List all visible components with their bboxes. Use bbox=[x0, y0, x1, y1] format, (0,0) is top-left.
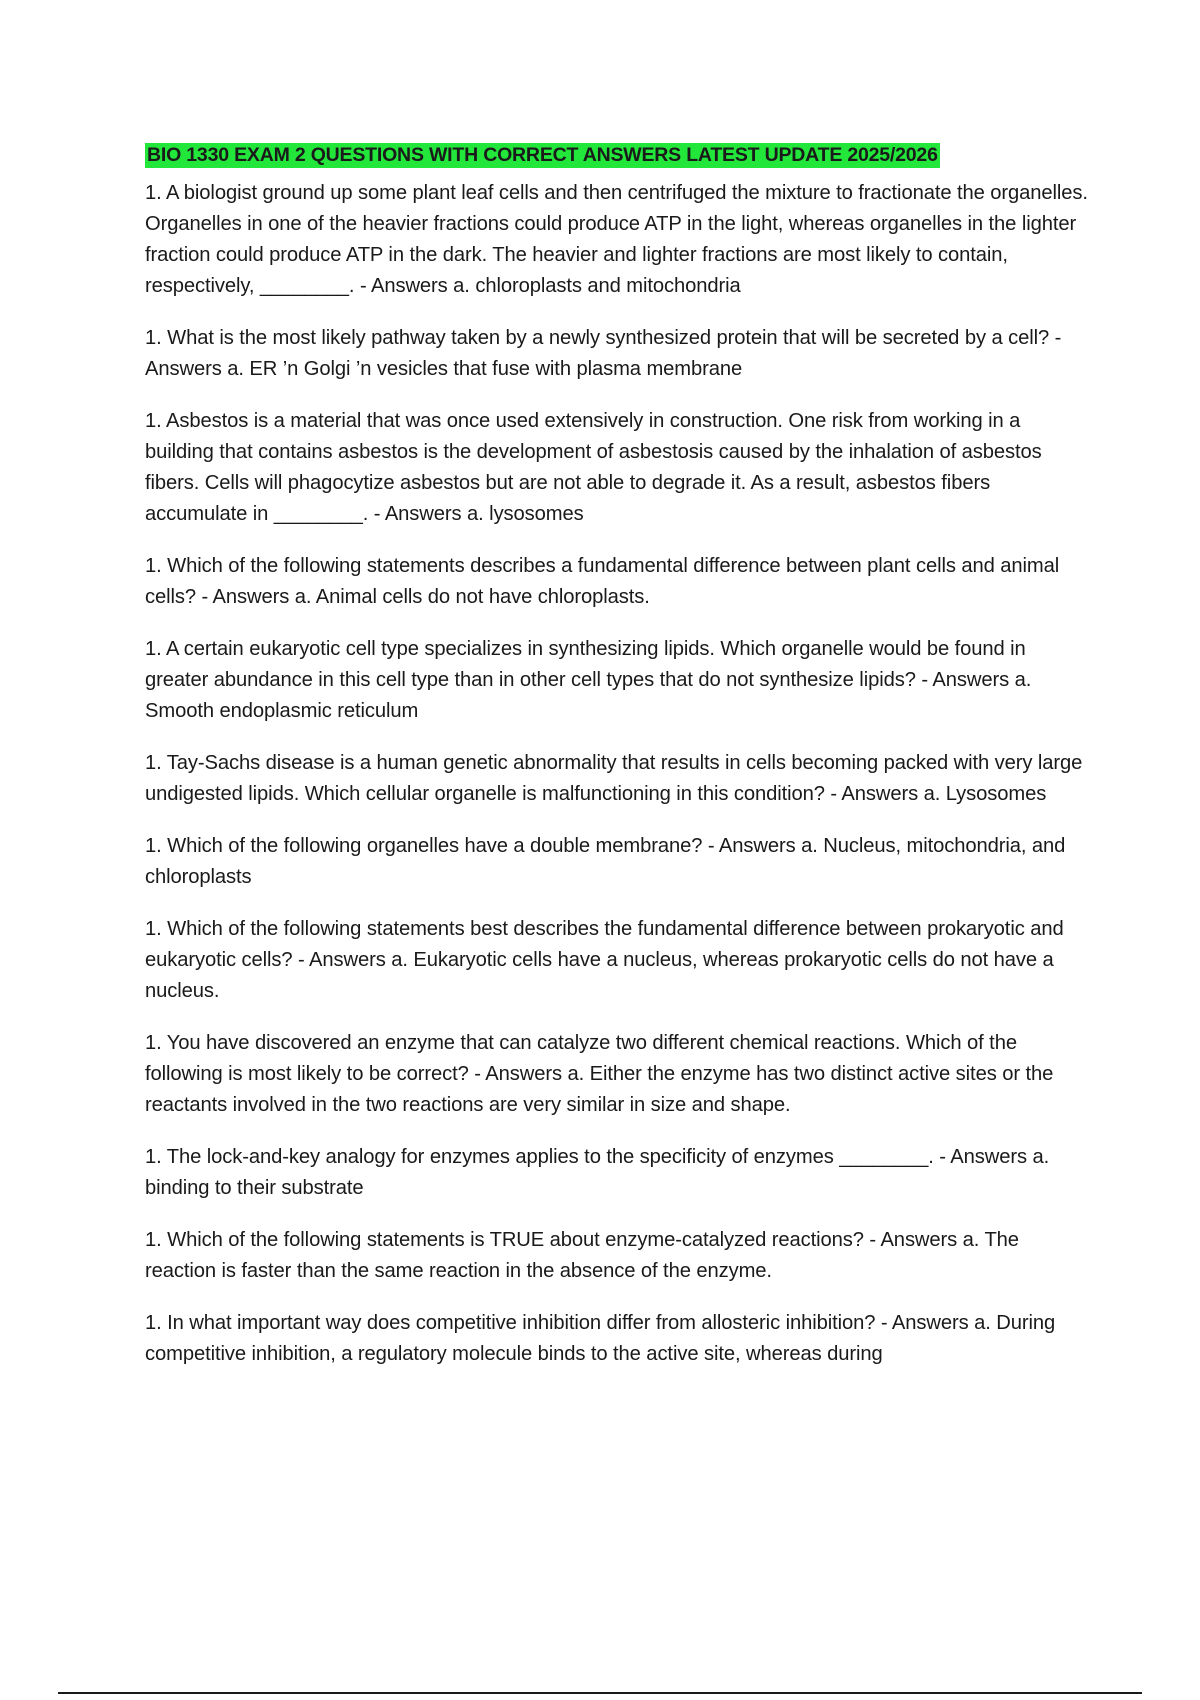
qa-item: 1. Asbestos is a material that was once used extensively in construction. One risk from working in a building that contains asbestos is the development of asbestosis caused by the inhalation of asbestos fibers. Cells will phagocytize asbestos but are not able to degrade it. As a result, asbestos fibers accumulate in ________. - Answers a. lysosomes bbox=[145, 410, 1042, 525]
qa-item: 1. Which of the following statements best describes the fundamental difference between prokaryotic and eukaryotic cells? - Answers a. Eukaryotic cells have a nucleus, whereas prokaryotic cells do not have a nucleus. bbox=[145, 918, 1064, 1002]
qa-item: 1. In what important way does competitive inhibition differ from allosteric inhibition? - Answers a. During competitive inhibition, a regulatory molecule binds to the active site, whereas during bbox=[145, 1312, 1056, 1365]
document-body bbox=[145, 143, 1090, 1391]
qa-item: 1. A certain eukaryotic cell type specializes in synthesizing lipids. Which organelle would be found in greater abundance in this cell type than in other cell types that do not synthesize lipids? - Answers a. Smooth endoplasmic reticulum bbox=[145, 638, 1032, 722]
qa-item: 1. Which of the following statements is TRUE about enzyme-catalyzed reactions? - Answers a. The reaction is faster than the same reaction in the absence of the enzyme. bbox=[145, 1229, 1019, 1282]
qa-item: 1. Tay-Sachs disease is a human genetic abnormality that results in cells becoming packed with very large undigested lipids. Which cellular organelle is malfunctioning in this condition? - Answers a. Lysosomes bbox=[145, 752, 1083, 805]
question-answer-list bbox=[145, 178, 1090, 1370]
document-title: BIO 1330 EXAM 2 QUESTIONS WITH CORRECT ANSWERS LATEST UPDATE 2025/2026 bbox=[147, 144, 938, 166]
qa-item: 1. The lock-and-key analogy for enzymes applies to the specificity of enzymes ________. - Answers a. binding to their substrate bbox=[145, 1146, 1050, 1199]
qa-item: 1. What is the most likely pathway taken by a newly synthesized protein that will be secreted by a cell? - Answers a. ER ’n Golgi ’n vesicles that fuse with plasma membrane bbox=[145, 327, 1062, 380]
qa-item: 1. A biologist ground up some plant leaf cells and then centrifuged the mixture to fractionate the organelles. Organelles in one of the heavier fractions could produce ATP in the light, whereas organelles in the lighter fraction could produce ATP in the dark. The heavier and lighter fractions are most likely to contain, respectively, ________. - Answers a. chloroplasts and mitochondria bbox=[145, 182, 1088, 297]
qa-item: 1. Which of the following statements describes a fundamental difference between plant cells and animal cells? - Answers a. Animal cells do not have chloroplasts. bbox=[145, 555, 1060, 608]
footer-divider bbox=[58, 1692, 1142, 1694]
qa-item: 1. You have discovered an enzyme that can catalyze two different chemical reactions. Which of the following is most likely to be correct? - Answers a. Either the enzyme has two distinct active sites or the reactants involved in the two reactions are very similar in size and shape. bbox=[145, 1032, 1054, 1116]
qa-item: 1. Which of the following organelles have a double membrane? - Answers a. Nucleus, mitochondria, and chloroplasts bbox=[145, 835, 1066, 888]
